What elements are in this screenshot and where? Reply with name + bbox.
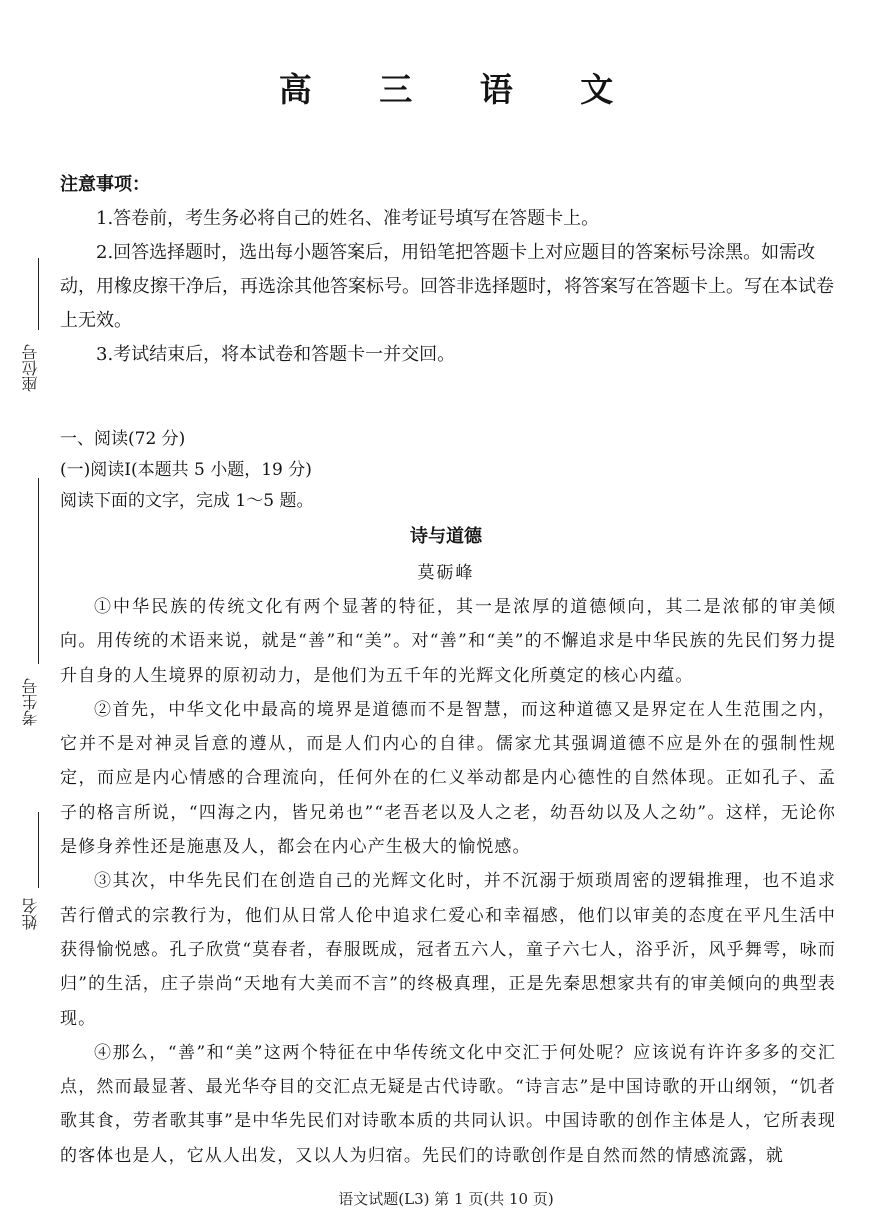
section-instruction: 阅读下面的文字，完成 1～5 题。	[60, 491, 314, 511]
seat-number-label: 座位号	[21, 344, 40, 392]
notice-heading: 注意事项：	[60, 174, 150, 195]
notice-item: 2.回答选择题时，选出每小题答案后，用铅笔把答题卡上对应题目的答案标号涂黑。如需改动，用橡皮擦干净后，再选涂其他答案标号。回答非选择题时，将答案写在答题卡上。写在本试卷上无效。	[60, 242, 834, 331]
section-heading: 一、阅读(72 分)	[60, 429, 186, 449]
article-paragraph: ③其次，中华先民们在创造自己的光辉文化时，并不沉溺于烦琐周密的逻辑推理，也不追求苦行僧式的宗教行为，他们从日常人伦中追求仁爱心和幸福感，他们以审美的态度在平凡生活中获得愉悦感。孔子欣赏“莫春者，春服既成，冠者五六人，童子六七人，浴乎沂，风乎舞雩，咏而归”的生活，庄子崇尚“天地有大美而不言”的终极真理，正是先秦思想家共有的审美倾向的典型表现。	[60, 871, 836, 1029]
reading-section	[60, 424, 840, 517]
notice-item: 1.答卷前，考生务必将自己的姓名、准考证号填写在答题卡上。	[96, 208, 600, 229]
section-subheading: (一)阅读Ⅰ(本题共 5 小题，19 分)	[60, 460, 312, 480]
seat-number-line	[38, 258, 39, 330]
name-label: 姓名	[21, 898, 40, 930]
binding-margin	[0, 0, 50, 1228]
page-footer: 语文试题(L3) 第 1 页(共 10 页)	[338, 1190, 554, 1208]
article-body	[60, 590, 836, 1173]
article-paragraph: ①中华民族的传统文化有两个显著的特征，其一是浓厚的道德倾向，其二是浓郁的审美倾向。用传统的术语来说，就是“善”和“美”。对“善”和“美”的不懈追求是中华民族的先民们努力提升自身的人生境界的原初动力，是他们为五千年的光辉文化所奠定的核心内蕴。	[60, 597, 836, 686]
exam-number-label: 考生号	[21, 678, 40, 726]
article-author: 莫砺峰	[417, 563, 475, 583]
notice-item: 3.考试结束后，将本试卷和答题卡一并交回。	[96, 344, 456, 365]
article-title: 诗与道德	[410, 526, 482, 547]
notice-block	[60, 168, 840, 372]
page-title: 高 三 语 文	[278, 70, 642, 109]
article-paragraph: ②首先，中华文化中最高的境界是道德而不是智慧，而这种道德又是界定在人生范围之内，它并不是对神灵旨意的遵从，而是人们内心的自律。儒家尤其强调道德不应是外在的强制性规定，而应是内心情感的合理流向，任何外在的仁义举动都是内心德性的自然体现。正如孔子、孟子的格言所说，“四海之内，皆兄弟也”“老吾老以及人之老，幼吾幼以及人之幼”。这样，无论你是修身养性还是施惠及人，都会在内心产生极大的愉悦感。	[60, 699, 836, 858]
name-line	[38, 812, 39, 888]
article-paragraph: ④那么，“善”和“美”这两个特征在中华传统文化中交汇于何处呢？应该说有许许多多的交汇点，然而最显著、最光华夺目的交汇点无疑是古代诗歌。“诗言志”是中国诗歌的开山纲领，“饥者歌其食，劳者歌其事”是中华先民们对诗歌本质的共同认识。中国诗歌的创作主体是人，它所表现的客体也是人，它从人出发，又以人为归宿。先民们的诗歌创作是自然而然的情感流露，就	[60, 1042, 836, 1166]
